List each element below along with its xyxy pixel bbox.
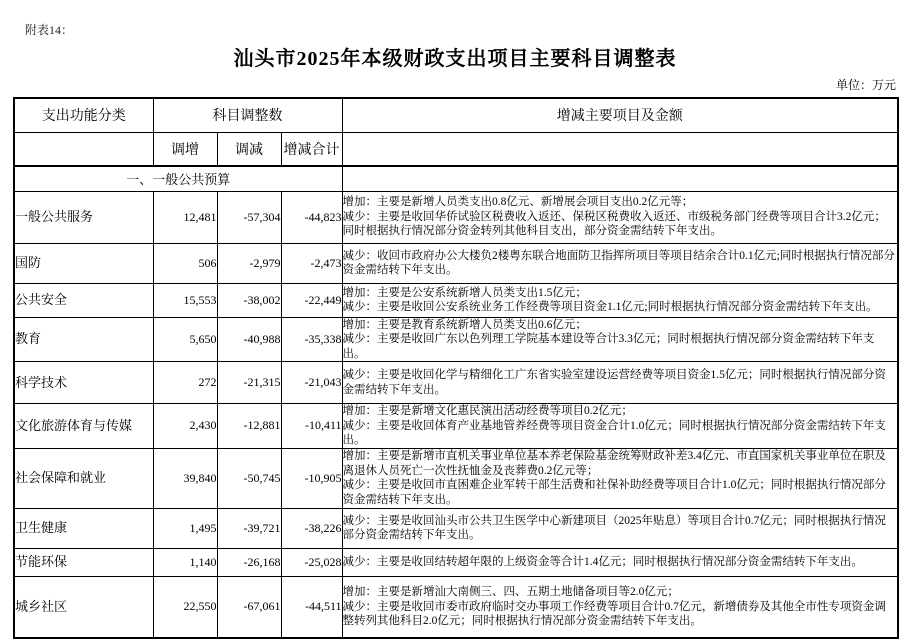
detail-line: 减少：主要是收回市直困难企业军转干部生活费和社保补助经费等项目合计1.0亿元；同时根据执行情况部分资金需结转下年支出。 [342, 479, 886, 506]
header-increase: 调增 [153, 132, 217, 166]
row-category: 社会保障和就业 [14, 448, 153, 508]
table-row [14, 576, 898, 638]
header-details-empty [342, 132, 898, 166]
row-net: -2,473 [281, 243, 342, 283]
row-category: 卫生健康 [14, 508, 153, 548]
row-increase: 272 [153, 362, 217, 404]
row-details [342, 317, 898, 362]
detail-line: 减少：主要是收回华侨试验区税费收入返还、保税区税费收入返还、市级税务部门经费等项目合计3.2亿元；同时根据执行情况部分资金转列其他科目支出，部分资金需结转下年支出。 [342, 210, 886, 238]
row-increase: 39,840 [153, 448, 217, 508]
row-category: 科学技术 [14, 362, 153, 404]
adjustment-table [13, 97, 899, 639]
row-net: -44,511 [281, 576, 342, 638]
row-net: -44,823 [281, 191, 342, 243]
section-label: 一、一般公共预算 [14, 166, 342, 191]
section-row [14, 166, 898, 191]
row-decrease: -26,168 [217, 548, 281, 576]
row-decrease: -67,061 [217, 576, 281, 638]
header-function: 支出功能分类 [14, 98, 153, 132]
header-decrease: 调减 [217, 132, 281, 166]
row-net: -10,411 [281, 404, 342, 449]
row-decrease: -40,988 [217, 317, 281, 362]
row-increase: 2,430 [153, 404, 217, 449]
section-details-empty [342, 166, 898, 191]
row-category: 文化旅游体育与传媒 [14, 404, 153, 449]
row-decrease: -50,745 [217, 448, 281, 508]
header-details: 增减主要项目及金额 [342, 98, 898, 132]
row-decrease: -21,315 [217, 362, 281, 404]
detail-line: 增加：主要是教育系统新增人员类支出0.6亿元； [342, 318, 587, 331]
table-header [14, 98, 898, 166]
detail-line: 增加：主要是公安系统新增人员类支出1.5亿元； [342, 286, 587, 299]
table-row [14, 548, 898, 576]
row-details [342, 576, 898, 638]
detail-line: 减少：主要是收回广东以色列理工学院基本建设等合计3.3亿元；同时根据执行情况部分资金需结转下年支出。 [342, 333, 875, 360]
row-category: 教育 [14, 317, 153, 362]
header-adjust-group: 科目调整数 [153, 98, 342, 132]
row-increase: 506 [153, 243, 217, 283]
detail-line: 减少：主要是收回公安系统业务工作经费等项目资金1.1亿元;同时根据执行情况部分资金需结转下年支出。 [342, 301, 878, 313]
row-category: 城乡社区 [14, 576, 153, 638]
row-category: 节能环保 [14, 548, 153, 576]
header-function-empty [14, 132, 153, 166]
row-increase: 1,140 [153, 548, 217, 576]
table-body [14, 166, 898, 638]
detail-line: 减少：主要是收回汕头市公共卫生医学中心新建项目（2025年贴息）等项目合计0.7亿元；同时根据执行情况部分资金需结转下年支出。 [342, 514, 886, 541]
table-row [14, 191, 898, 243]
table-row [14, 243, 898, 283]
row-details [342, 448, 898, 508]
detail-line: 增加：主要是新增市直机关事业单位基本养老保险基金统筹财政补差3.4亿元、市直国家机关事业单位在职及离退休人员死亡一次性抚恤金及丧葬费0.2亿元等； [342, 450, 886, 477]
row-decrease: -12,881 [217, 404, 281, 449]
table-row [14, 283, 898, 317]
header-row-2 [14, 132, 898, 166]
annex-label: 附表14： [25, 23, 74, 37]
detail-line: 增加：主要是新增人员类支出0.8亿元、新增展会项目支出0.2亿元等； [342, 196, 694, 209]
detail-line: 减少：主要是收回化学与精细化工广东省实验室建设运营经费等项目资金1.5亿元；同时根据执行情况部分资金需结转下年支出。 [342, 369, 886, 396]
row-net: -35,338 [281, 317, 342, 362]
detail-line: 减少：收回市政府办公大楼负2楼粤东联合地面防卫指挥所项目等项目结余合计0.1亿元;同时根据执行情况部分资金需结转下年支出。 [342, 249, 895, 276]
row-increase: 5,650 [153, 317, 217, 362]
row-category: 公共安全 [14, 283, 153, 317]
table-row [14, 404, 898, 449]
page-title: 汕头市2025年本级财政支出项目主要科目调整表 [233, 48, 677, 70]
row-details [342, 362, 898, 404]
table-row [14, 448, 898, 508]
row-net: -21,043 [281, 362, 342, 404]
row-increase: 22,550 [153, 576, 217, 638]
detail-line: 减少：主要是收回结转超年限的上级资金等合计1.4亿元；同时根据执行情况部分资金需结转下年支出。 [342, 555, 863, 568]
row-increase: 12,481 [153, 191, 217, 243]
row-details [342, 191, 898, 243]
row-details [342, 404, 898, 449]
row-net: -38,226 [281, 508, 342, 548]
header-net: 增减合计 [281, 132, 342, 166]
detail-line: 增加：主要是新增文化惠民演出活动经费等项目0.2亿元； [342, 405, 633, 417]
row-category: 国防 [14, 243, 153, 283]
row-increase: 1,495 [153, 508, 217, 548]
detail-line: 减少：主要是收回市委市政府临时交办事项工作经费等项目合计0.7亿元，新增债券及其他全市性专项资金调整转列其他科目2.0亿元；同时根据执行情况部分资金需结转下年支出。 [342, 600, 886, 627]
row-decrease: -39,721 [217, 508, 281, 548]
row-details [342, 508, 898, 548]
table-row [14, 362, 898, 404]
unit-label: 单位：万元 [835, 78, 896, 92]
row-details [342, 243, 898, 283]
row-details [342, 283, 898, 317]
row-details [342, 548, 898, 576]
table-row [14, 508, 898, 548]
row-decrease: -2,979 [217, 243, 281, 283]
detail-line: 减少：主要是收回体育产业基地管养经费等项目资金合计1.0亿元；同时根据执行情况部分资金需结转下年支出。 [342, 419, 886, 446]
table-row [14, 317, 898, 362]
row-net: -10,905 [281, 448, 342, 508]
header-row-1 [14, 98, 898, 132]
detail-line: 增加：主要是新增汕大南侧三、四、五期土地储备项目等2.0亿元； [342, 586, 679, 598]
row-net: -25,028 [281, 548, 342, 576]
row-decrease: -57,304 [217, 191, 281, 243]
row-net: -22,449 [281, 283, 342, 317]
row-increase: 15,553 [153, 283, 217, 317]
row-decrease: -38,002 [217, 283, 281, 317]
row-category: 一般公共服务 [14, 191, 153, 243]
